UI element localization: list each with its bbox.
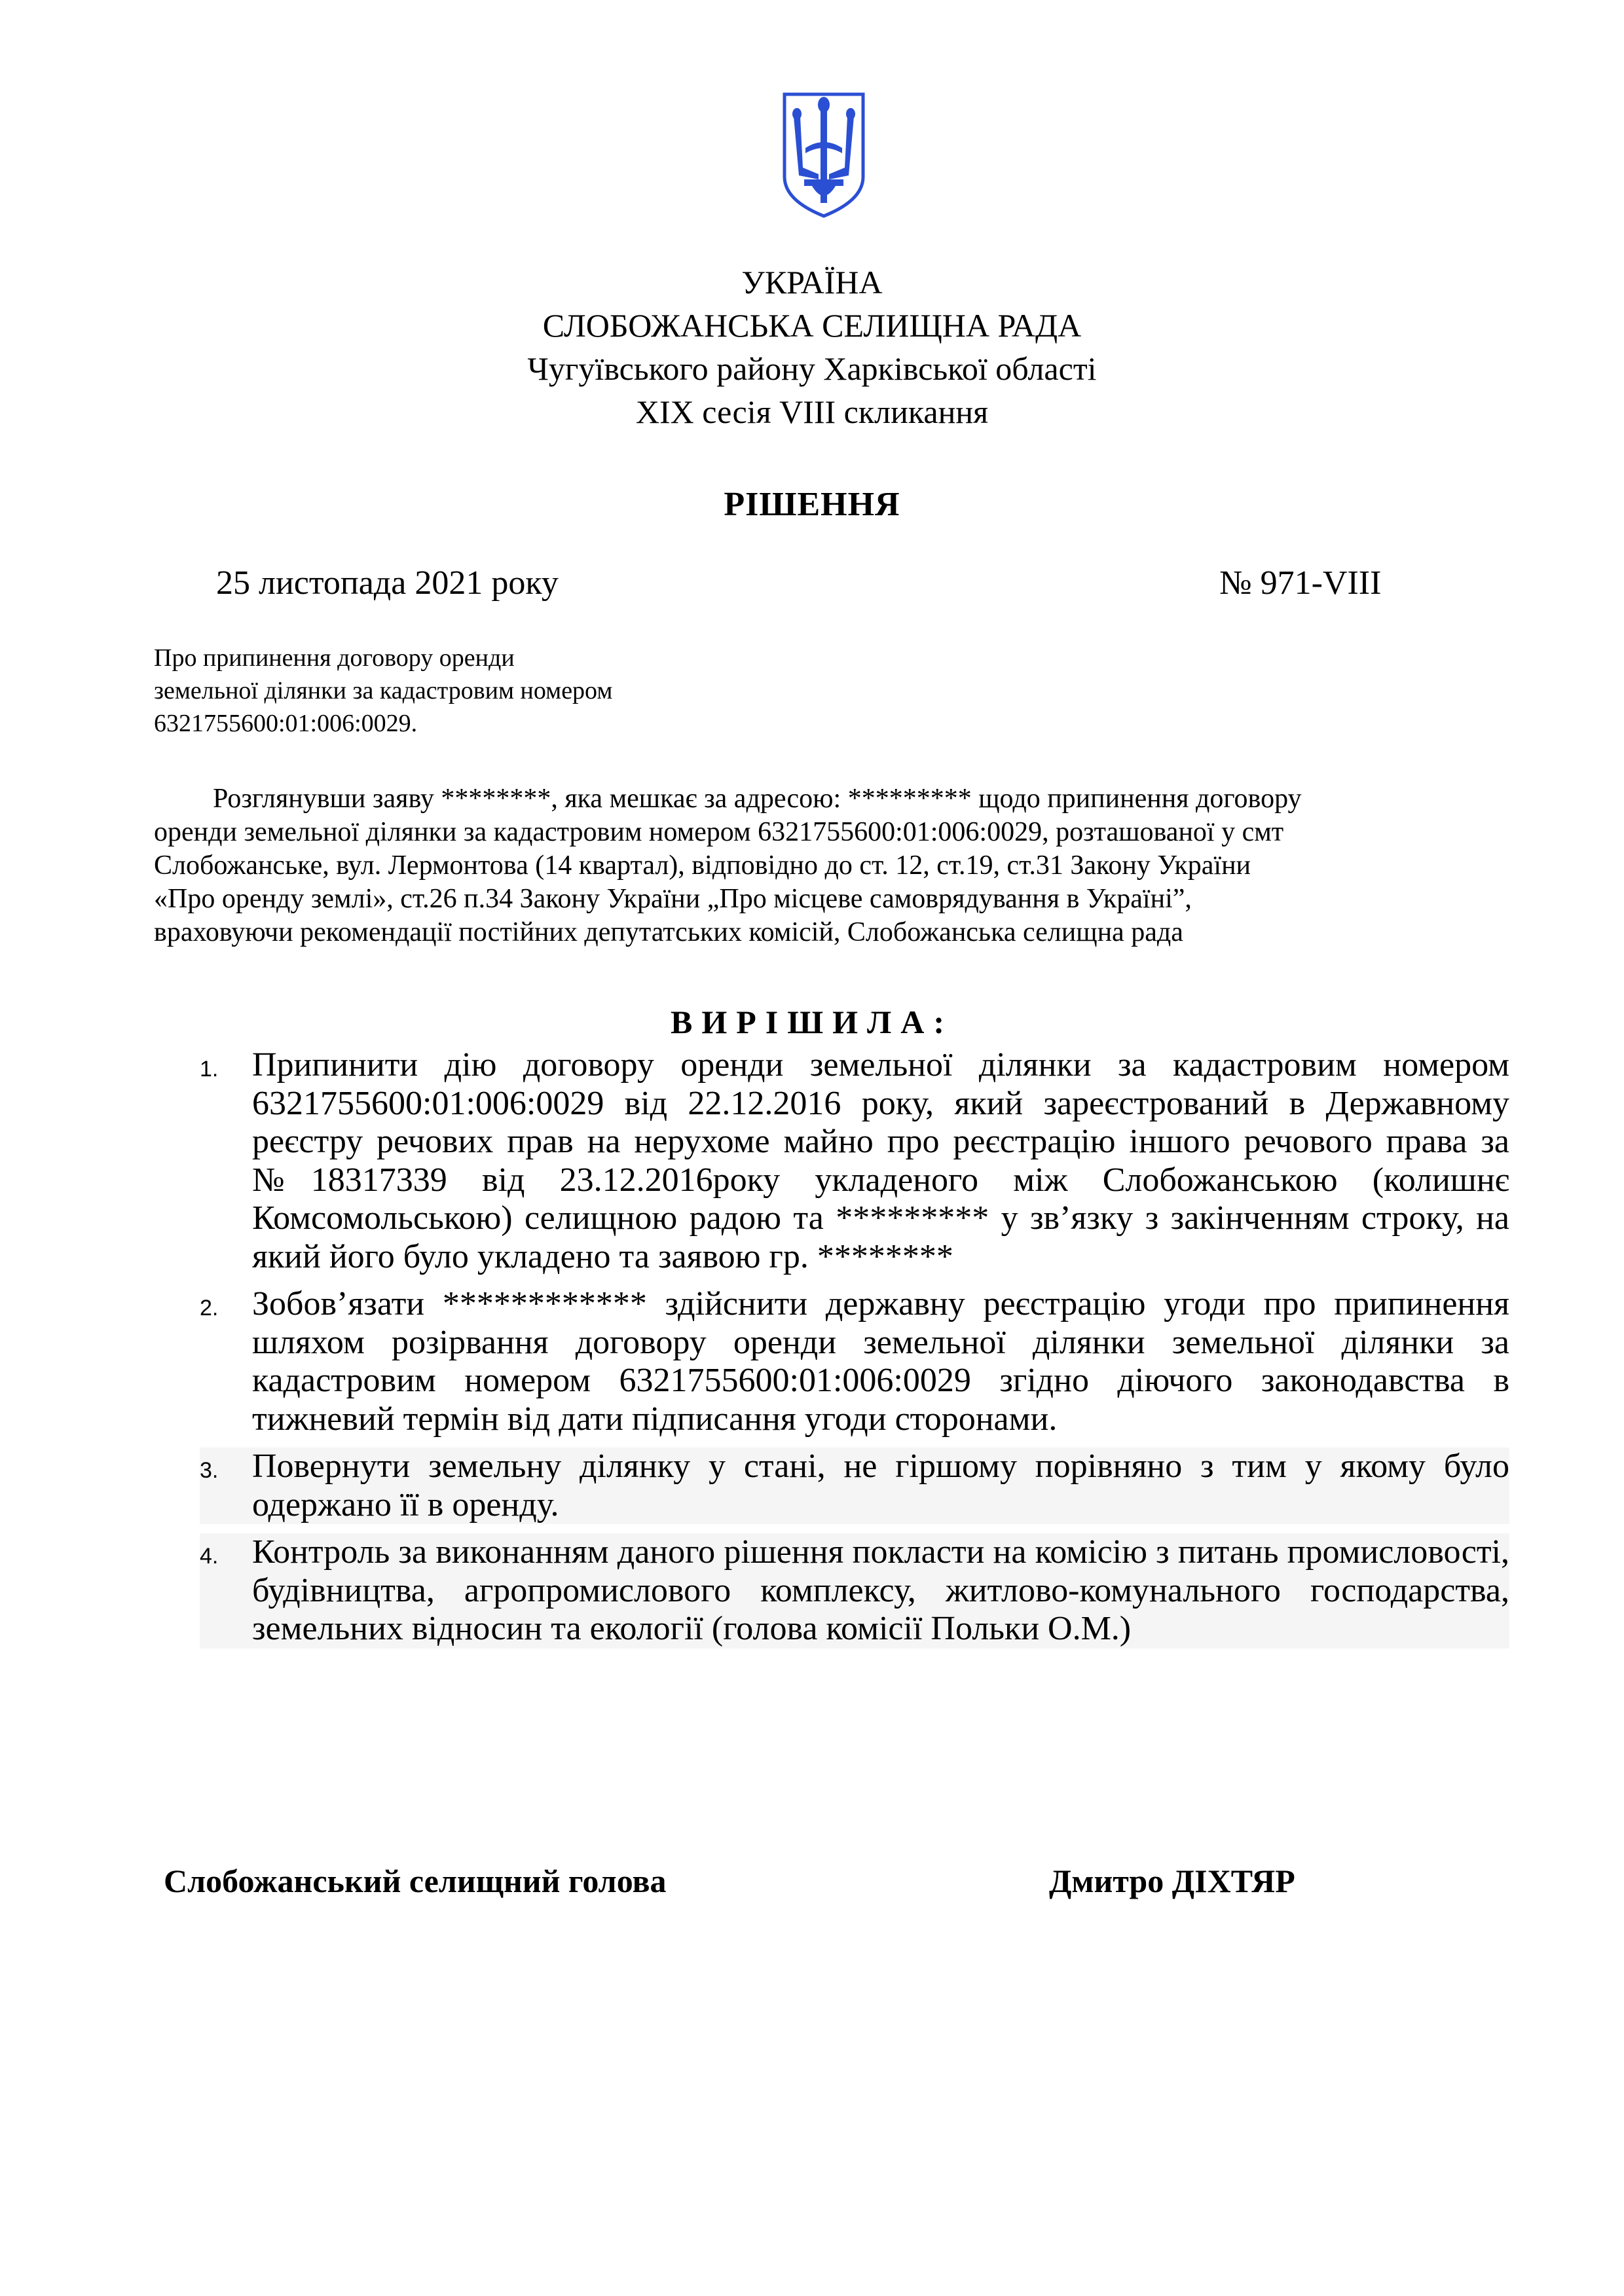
item-number: 1. xyxy=(200,1057,219,1082)
preamble-line: оренди земельної ділянки за кадастровим номером 6321755600:01:006:0029, розташованої у смт xyxy=(154,817,1284,847)
resolved-heading: ВИРІШИЛА: xyxy=(670,1004,954,1040)
preamble-line: Слобожанське, вул. Лермонтова (14 квартал), відповідно до ст. 12, ст.19, ст.31 Закону України xyxy=(154,850,1251,881)
item-text: Повернути земельну ділянку у стані, не гіршому порівняно з тим у якому було одержано її в оренду. xyxy=(252,1448,1509,1523)
resolution-items xyxy=(200,1046,1509,1649)
item-number: 3. xyxy=(200,1458,219,1483)
subject-line: Про припинення договору оренди xyxy=(154,644,515,672)
document-subject xyxy=(154,642,809,740)
item-number: 4. xyxy=(200,1544,219,1569)
preamble-paragraph xyxy=(154,782,1509,949)
signatory-name: Дмитро ДІХТЯР xyxy=(1049,1863,1295,1899)
item-text: Припинити дію договору оренди земельної ділянки за кадастровим номером 6321755600:01:006:0029 від 22.12.2016 року, який зареєстрований в Державному реєстру речових прав на нерухоме майно про реєстрацію іншого речового права за №18317339 від 23.12.2016року укладеного між Слобожанською (колишнє Комсомольською) селищною радою та ********* у зв’язку з закінченням строку, на який його було укладено та заявою гр. ******** xyxy=(252,1046,1509,1275)
document-header xyxy=(0,261,1624,433)
item-text: Контроль за виконанням даного рішення покласти на комісію з питань промисловості, будівництва, агропромислового комплексу, житлово-комунального господарства, земельних відносин та екології (голова комісії Польки О.М.) xyxy=(252,1533,1509,1647)
document-type: РІШЕННЯ xyxy=(724,486,900,523)
signatory-position: Слобожанський селищний голова xyxy=(164,1863,667,1899)
subject-line: 6321755600:01:006:0029. xyxy=(154,710,418,737)
session-name: XIX сесія VIII скликання xyxy=(635,393,989,430)
subject-line: земельної ділянки за кадастровим номером xyxy=(154,677,613,704)
document-date: 25 листопада 2021 року xyxy=(216,564,559,602)
preamble-line: «Про оренду землі», ст.26 п.34 Закону України „Про місцеве самоврядування в Україні”, xyxy=(154,884,1192,914)
item-number: 2. xyxy=(200,1296,219,1321)
resolution-item xyxy=(200,1046,1509,1276)
resolution-item xyxy=(200,1533,1509,1649)
preamble-line: Розглянувши заяву ********, яка мешкає за адресою: ********* щодо припинення договору xyxy=(213,784,1302,814)
ukraine-coat-of-arms-icon xyxy=(781,90,867,220)
council-name: СЛОБОЖАНСЬКА СЕЛИЩНА РАДА xyxy=(542,307,1082,344)
country-name: УКРАЇНА xyxy=(741,264,883,301)
preamble-line: враховуючи рекомендації постійних депутатських комісій, Слобожанська селищна рада xyxy=(154,917,1183,947)
item-text: Зобов’язати ************ здійснити державну реєстрацію угоди про припинення шляхом розірвання договору оренди земельної ділянки земельної ділянки за кадастровим номером 6321755600:01:006:0029 згідно діючого законодавства в тижневий термін від дати підписання угоди сторонами. xyxy=(252,1285,1509,1438)
district-name: Чугуївського району Харківської області xyxy=(527,350,1097,387)
document-number: № 971-VIII xyxy=(1219,564,1382,602)
resolution-item xyxy=(200,1285,1509,1438)
resolution-item xyxy=(200,1448,1509,1524)
